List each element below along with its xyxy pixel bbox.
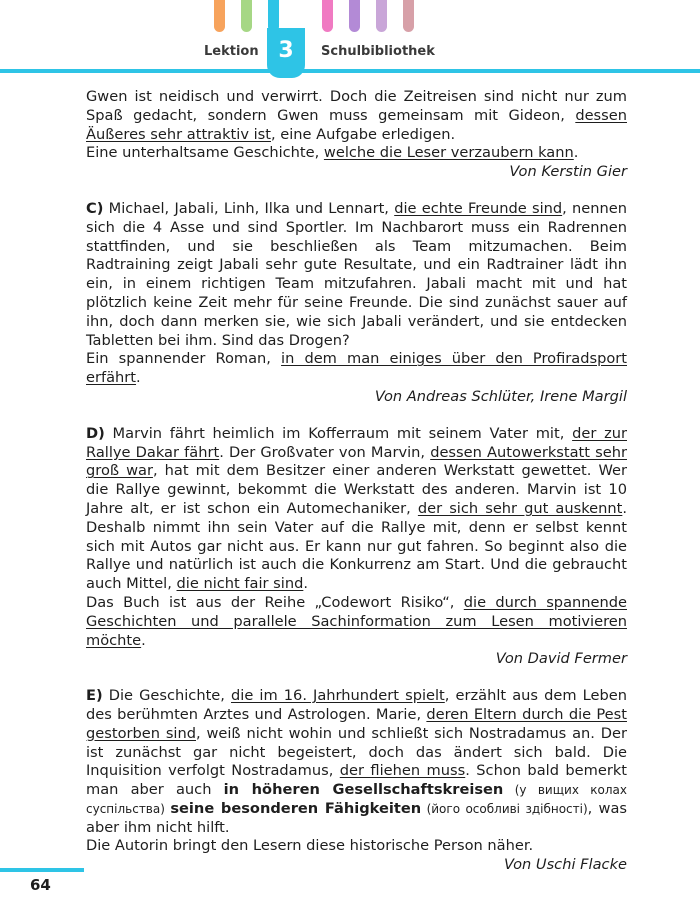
paragraph: Gwen ist neidisch und verwirrt. Doch die Zeitreisen sind nicht nur zum Spaß gedacht, sondern Gwen muss gemeinsam mit Gideon, dessen Äußeres sehr attraktiv ist, eine Aufgabe erledigen. [86,88,627,143]
entry-letter: D) [86,424,105,442]
author-credit: Von Kerstin Gier [509,163,627,181]
book-entry-d [86,425,627,669]
paragraph: C) Michael, Jabali, Linh, Ilka und Lennart, die echte Freunde sind, nennen sich die 4 Asse und sind Sportler. Im Nachbarort muss ein Radrennen stattfinden, und sie beschließen als Team mitzumachen. Beim Radtraining zeigt Jabali sehr gute Resultate, und ein Radtrainer lädt ihn ein, in einem richtigen Team mitzufahren. Jabali macht mit und hat plötzlich keine Zeit mehr für seine Freunde. Die sind zunächst sauer auf ihn, doch dann merken sie, wie sich Jabali verändert, und sie entdecken Tabletten bei ihm. Sind das Drogen? [86,199,627,349]
author-credit: Von David Fermer [495,650,627,668]
footer-rule [0,868,84,872]
color-bar [214,0,225,32]
header-rule [0,69,700,73]
page-number: 64 [30,876,51,894]
entry-letter: E) [86,687,103,705]
book-entry-e [86,687,627,875]
color-bar [322,0,333,32]
color-bar [376,0,387,32]
paragraph: Die Autorin bringt den Lesern diese historische Person näher. [86,837,534,855]
book-entry-b [86,88,627,182]
color-bar [241,0,252,32]
page-content [86,88,627,875]
decorative-color-bars [0,0,700,40]
lesson-number-tab: 3 [267,28,305,78]
color-bar [403,0,414,32]
entry-letter: C) [86,199,104,217]
author-credit: Von Uschi Flacke [503,856,627,874]
paragraph: Das Buch ist aus der Reihe „Codewort Risiko“, die durch spannende Geschichten und parallele Sachinformation zum Lesen motivieren möchte. [86,593,627,649]
paragraph: D) Marvin fährt heimlich im Kofferraum mit seinem Vater mit, der zur Rallye Dakar fährt. Der Großvater von Marvin, dessen Autowerkstatt sehr groß war, hat mit dem Besitzer einer anderen Werkstatt gewettet. Wer die Rallye gewinnt, bekommt die Werkstatt des anderen. Marvin ist 10 Jahre alt, er ist schon ein Automechaniker, der sich sehr gut auskennt. Deshalb nimmt ihn sein Vater auf die Rallye mit, denn er selbst kennt sich mit Autos gar nicht aus. Er kann nur gut fahren. So beginnt also die Rallye und natürlich ist auch die Konkurrenz am Start. Und die gebraucht auch Mittel, die nicht fair sind. [86,424,627,593]
author-credit: Von Andreas Schlüter, Irene Margil [374,387,627,405]
book-entry-c [86,200,627,407]
section-title: Schulbibliothek [321,44,435,59]
lesson-label: Lektion [204,44,259,59]
paragraph: E) Die Geschichte, die im 16. Jahrhundert spielt, erzählt aus dem Leben des berühmten Arztes und Astrologen. Marie, deren Eltern durch die Pest gestorben sind, weiß nicht wohin und schließt sich Nostradamus an. Der ist zunächst gar nicht begeistert, doch das ändert sich bald. Die Inquisition verfolgt Nostradamus, der fliehen muss. Schon bald bemerkt man aber auch in höheren Gesellschaftskreisen (у вищих колах суспільства) seine besonderen Fähigkeiten (його особливі здібності), was aber ihm nicht hilft. [86,687,628,836]
paragraph: Eine unterhaltsame Geschichte, welche die Leser verzaubern kann. [86,144,579,162]
color-bar [349,0,360,32]
paragraph: Ein spannender Roman, in dem man einiges über den Profiradsport erfährt. [86,350,627,387]
